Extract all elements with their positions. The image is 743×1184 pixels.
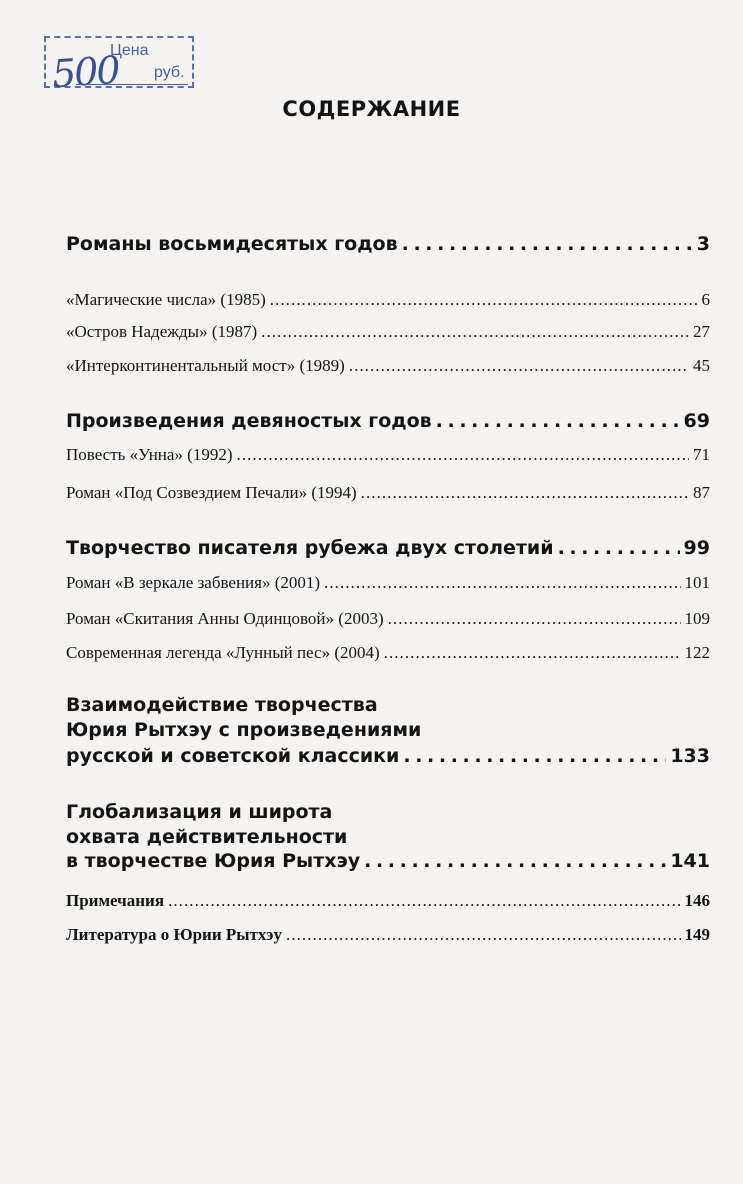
toc-page-number: 87 (693, 483, 710, 502)
toc-entry (66, 322, 710, 342)
leader-dots (168, 891, 680, 911)
price-stamp (44, 36, 194, 97)
toc-page-number: 141 (670, 850, 710, 872)
toc-notes (66, 891, 710, 911)
handwritten-price: 500 (50, 47, 120, 97)
toc-entry-title: Роман «Под Созвездием Печали» (1994) (66, 483, 357, 502)
toc-entry-title: Примечания (66, 891, 165, 910)
leader-dots (270, 290, 698, 310)
toc-entry-title: Литература о Юрии Рытхэу (66, 925, 283, 944)
toc-entry-title: «Остров Надежды» (1987) (66, 322, 258, 341)
toc-title-line: Юрия Рытхэу с произведениями (66, 719, 422, 741)
toc-entry (66, 483, 710, 503)
toc-entry-title: Творчество писателя рубежа двух столетий (66, 537, 554, 559)
toc-entry (66, 643, 710, 663)
toc-title-line: охвата действительности (66, 826, 348, 848)
toc-page-number: 3 (696, 233, 710, 255)
toc-page-number: 149 (684, 925, 710, 944)
toc-page-number: 45 (693, 356, 710, 375)
toc-entry (66, 609, 710, 629)
toc-page-number: 99 (683, 537, 710, 559)
toc-page-number: 101 (684, 573, 710, 592)
leader-dots (286, 925, 680, 945)
price-underline (76, 84, 188, 85)
leader-dots (324, 573, 680, 593)
leader-dots (261, 322, 689, 342)
leader-dots (237, 445, 689, 465)
page-title: СОДЕРЖАНИЕ (282, 97, 461, 121)
toc-title-line: в творчестве Юрия Рытхэу (66, 850, 361, 872)
toc-entry-title: Роман «Скитания Анны Одинцовой» (2003) (66, 609, 384, 628)
toc-page-number: 146 (684, 891, 710, 910)
leader-dots (364, 850, 666, 872)
toc-entry-title: Романы восьмидесятых годов (66, 233, 398, 255)
toc-entry-title: Повесть «Унна» (1992) (66, 445, 233, 464)
leader-dots (436, 410, 680, 432)
toc-page-number: 122 (684, 643, 710, 662)
toc-entry-title: «Магические числа» (1985) (66, 290, 266, 309)
leader-dots (349, 356, 689, 376)
toc-page-number: 6 (701, 290, 710, 309)
toc-entry (66, 445, 710, 465)
toc-section-globalization-title (66, 800, 347, 850)
toc-section-interaction-title (66, 693, 421, 743)
leader-dots (384, 643, 681, 663)
toc-entry-title: «Интерконтинентальный мост» (1989) (66, 356, 345, 375)
toc-page-number: 71 (693, 445, 710, 464)
toc-title-line: Глобализация и широта (66, 801, 333, 823)
toc-entry (66, 290, 710, 310)
toc-page-number: 27 (693, 322, 710, 341)
leader-dots (558, 537, 680, 559)
toc-section-turn-of-century (66, 537, 710, 559)
leader-dots (402, 233, 693, 255)
toc-entry (66, 573, 710, 593)
toc-section-90s (66, 410, 710, 432)
toc-page-number: 133 (670, 745, 710, 767)
leader-dots (388, 609, 681, 629)
toc-page-number: 109 (684, 609, 710, 628)
toc-section-80s (66, 233, 710, 255)
toc-section-interaction (66, 745, 710, 767)
toc-section-globalization (66, 850, 710, 872)
price-label: Цена (110, 42, 149, 59)
currency-label: руб. (154, 64, 185, 81)
toc-page-number: 69 (683, 410, 710, 432)
toc-entry-title: Роман «В зеркале забвения» (2001) (66, 573, 321, 592)
leader-dots (403, 745, 666, 767)
toc-entry-title: Произведения девяностых годов (66, 410, 432, 432)
toc-title-line: русской и советской классики (66, 745, 400, 767)
toc-bibliography (66, 925, 710, 945)
toc-title-line: Взаимодействие творчества (66, 694, 378, 716)
leader-dots (361, 483, 689, 503)
toc-entry-title: Современная легенда «Лунный пес» (2004) (66, 643, 380, 662)
toc-entry (66, 356, 710, 376)
